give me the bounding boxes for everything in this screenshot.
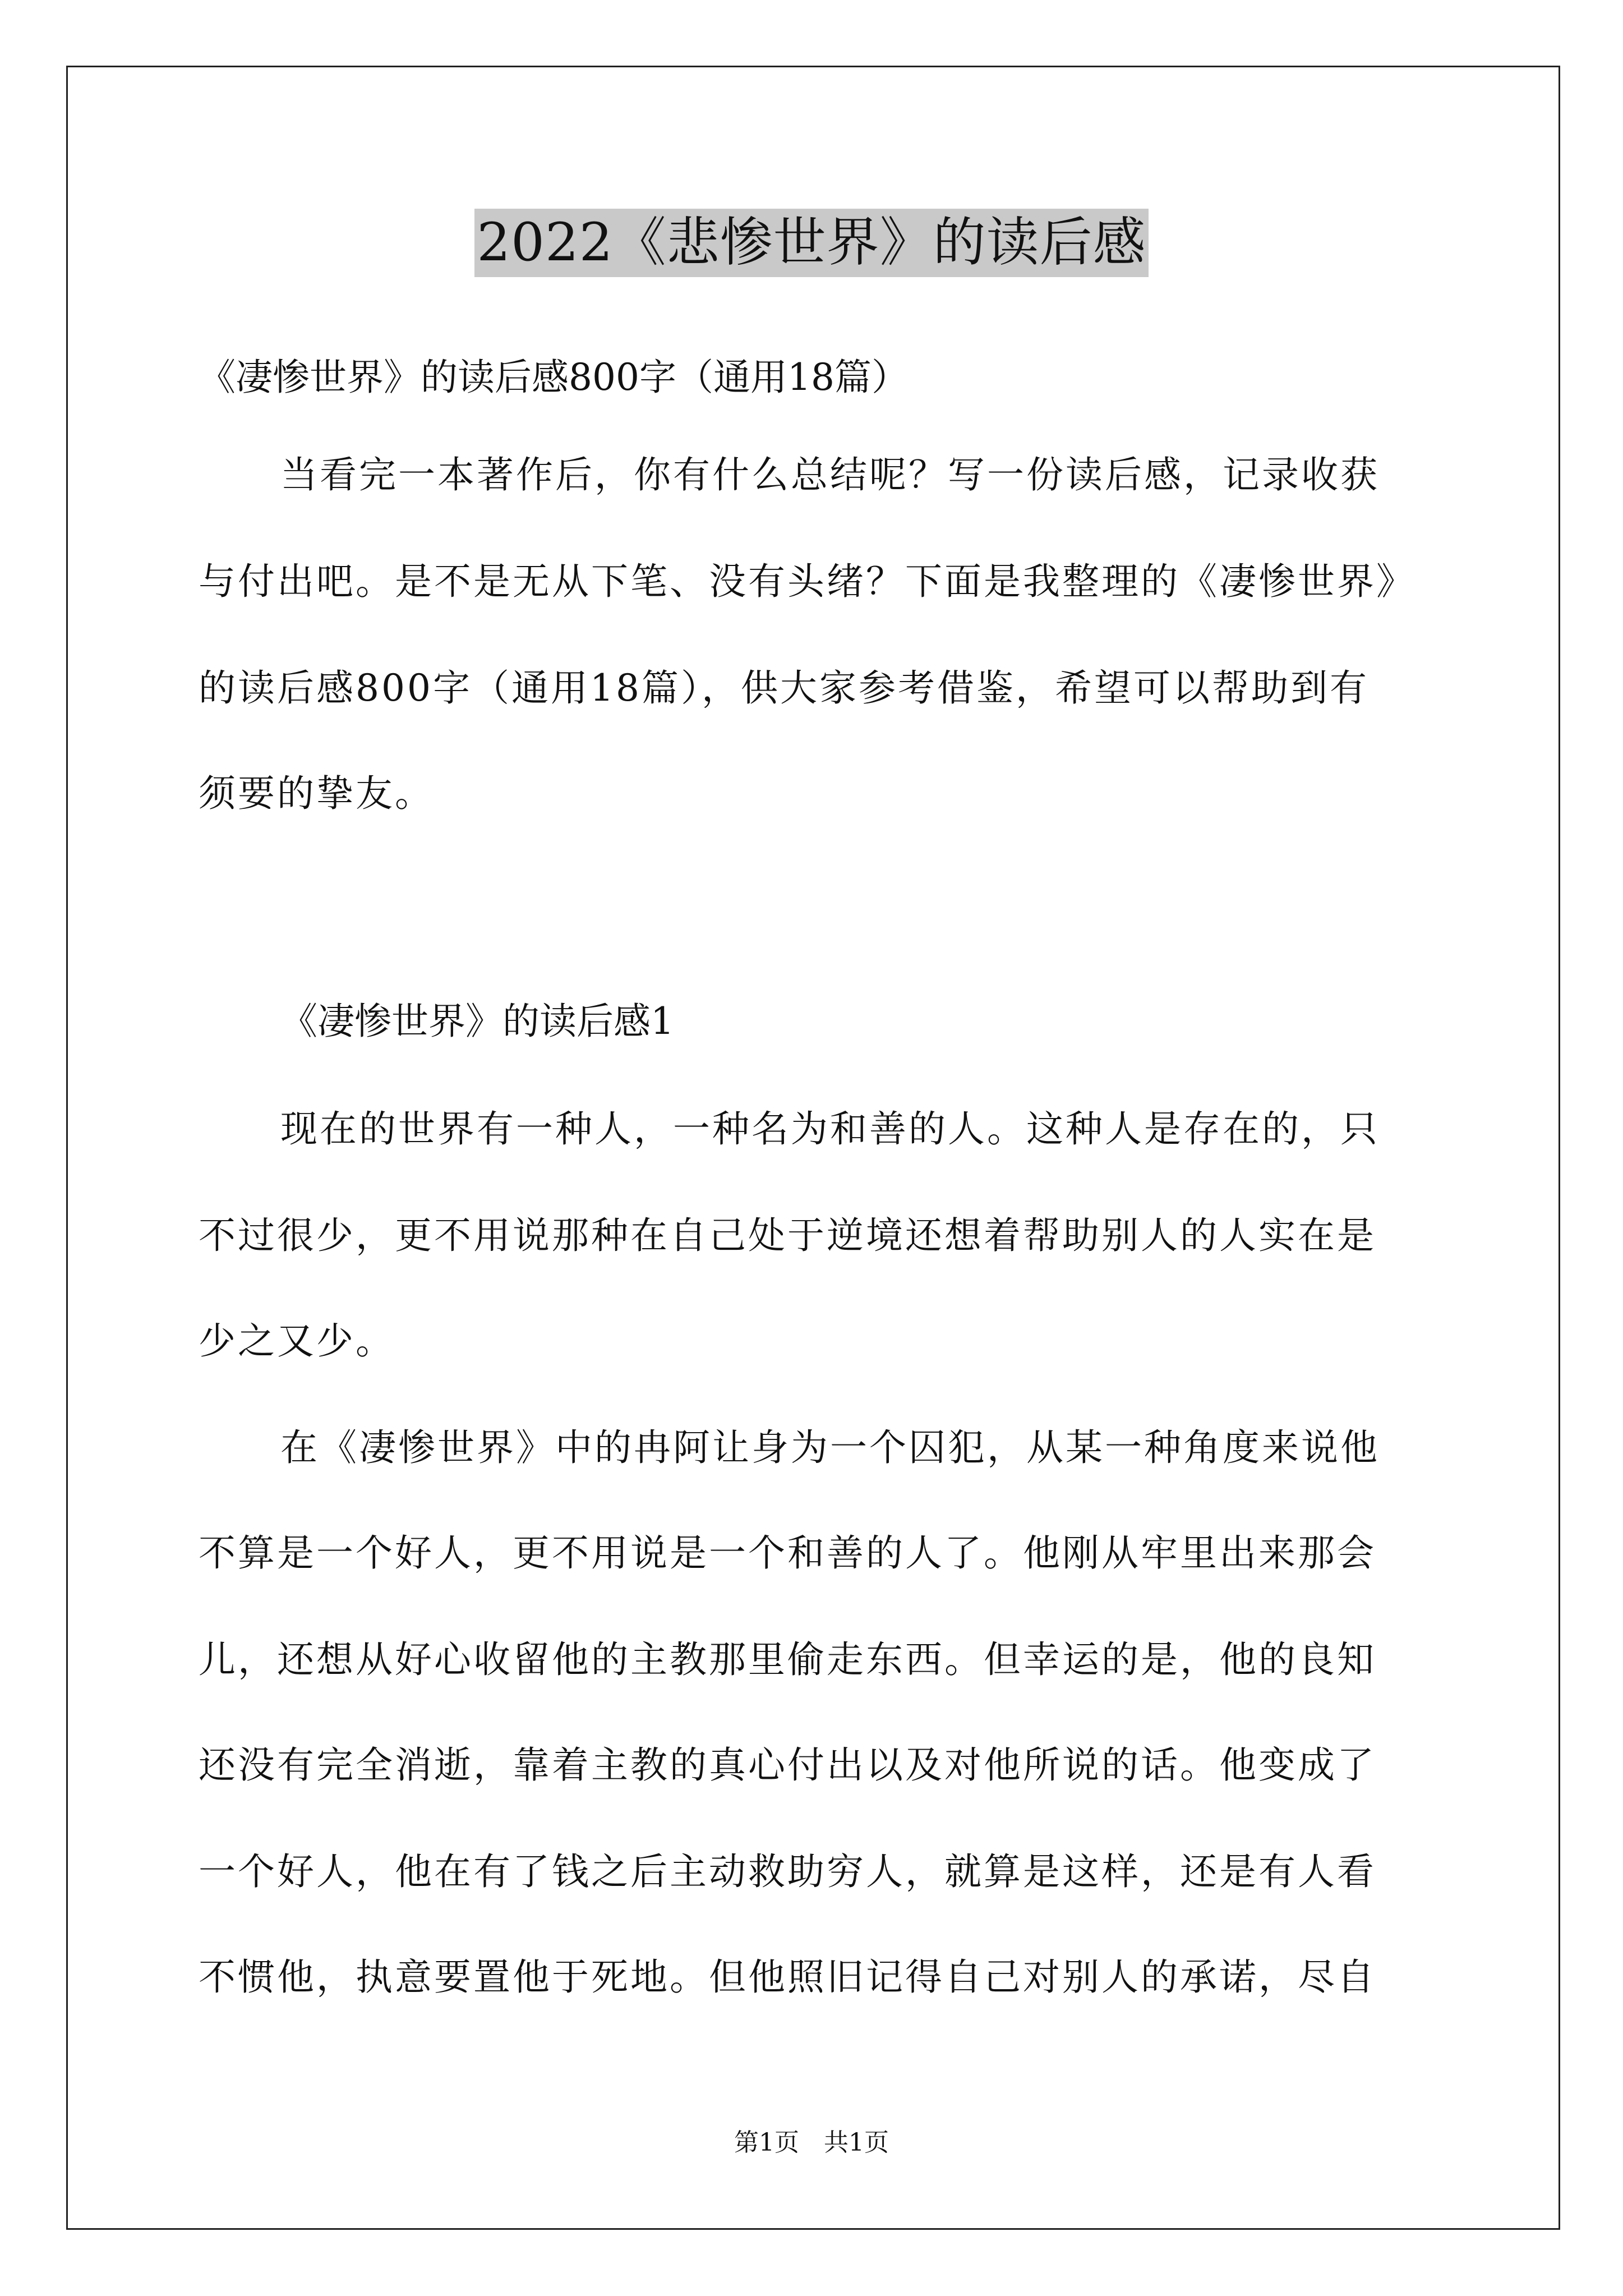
paragraph2-line-1: 在《凄惨世界》中的冉阿让身为一个囚犯，从某一种角度来说他 — [280, 1426, 1380, 1469]
intro-line-4: 须要的挚友。 — [199, 772, 434, 815]
intro-line-3: 的读后感800字（通用18篇），供大家参考借鉴，希望可以帮助到有 — [199, 666, 1369, 710]
title-container — [0, 209, 1623, 277]
paragraph1-line-3: 少之又少。 — [199, 1319, 395, 1363]
paragraph2-line-5: 一个好人，他在有了钱之后主动救助穷人，就算是这样，还是有人看 — [199, 1850, 1376, 1893]
paragraph2-line-6: 不惯他，执意要置他于死地。但他照旧记得自己对别人的承诺，尽自 — [199, 1955, 1376, 1999]
paragraph1-line-2: 不过很少，更不用说那种在自己处于逆境还想着帮助别人的人实在是 — [199, 1214, 1376, 1257]
intro-line-1: 当看完一本著作后，你有什么总结呢？写一份读后感，记录收获 — [280, 453, 1380, 496]
document-subtitle: 《凄惨世界》的读后感800字（通用18篇） — [199, 356, 909, 399]
paragraph1-line-1: 现在的世界有一种人，一种名为和善的人。这种人是存在的，只 — [280, 1107, 1380, 1151]
paragraph2-line-3: 儿，还想从好心收留他的主教那里偷走东西。但幸运的是，他的良知 — [199, 1638, 1376, 1681]
paragraph2-line-2: 不算是一个好人，更不用说是一个和善的人了。他刚从牢里出来那会 — [199, 1531, 1376, 1575]
document-title: 2022《悲惨世界》的读后感 — [474, 209, 1148, 277]
section-heading: 《凄惨世界》的读后感1 — [280, 1000, 674, 1043]
paragraph2-line-4: 还没有完全消逝，靠着主教的真心付出以及对他所说的话。他变成了 — [199, 1743, 1376, 1787]
page-footer: 第1页 共1页 — [734, 2128, 889, 2157]
intro-line-2: 与付出吧。是不是无从下笔、没有头绪？下面是我整理的《凄惨世界》 — [199, 560, 1415, 603]
